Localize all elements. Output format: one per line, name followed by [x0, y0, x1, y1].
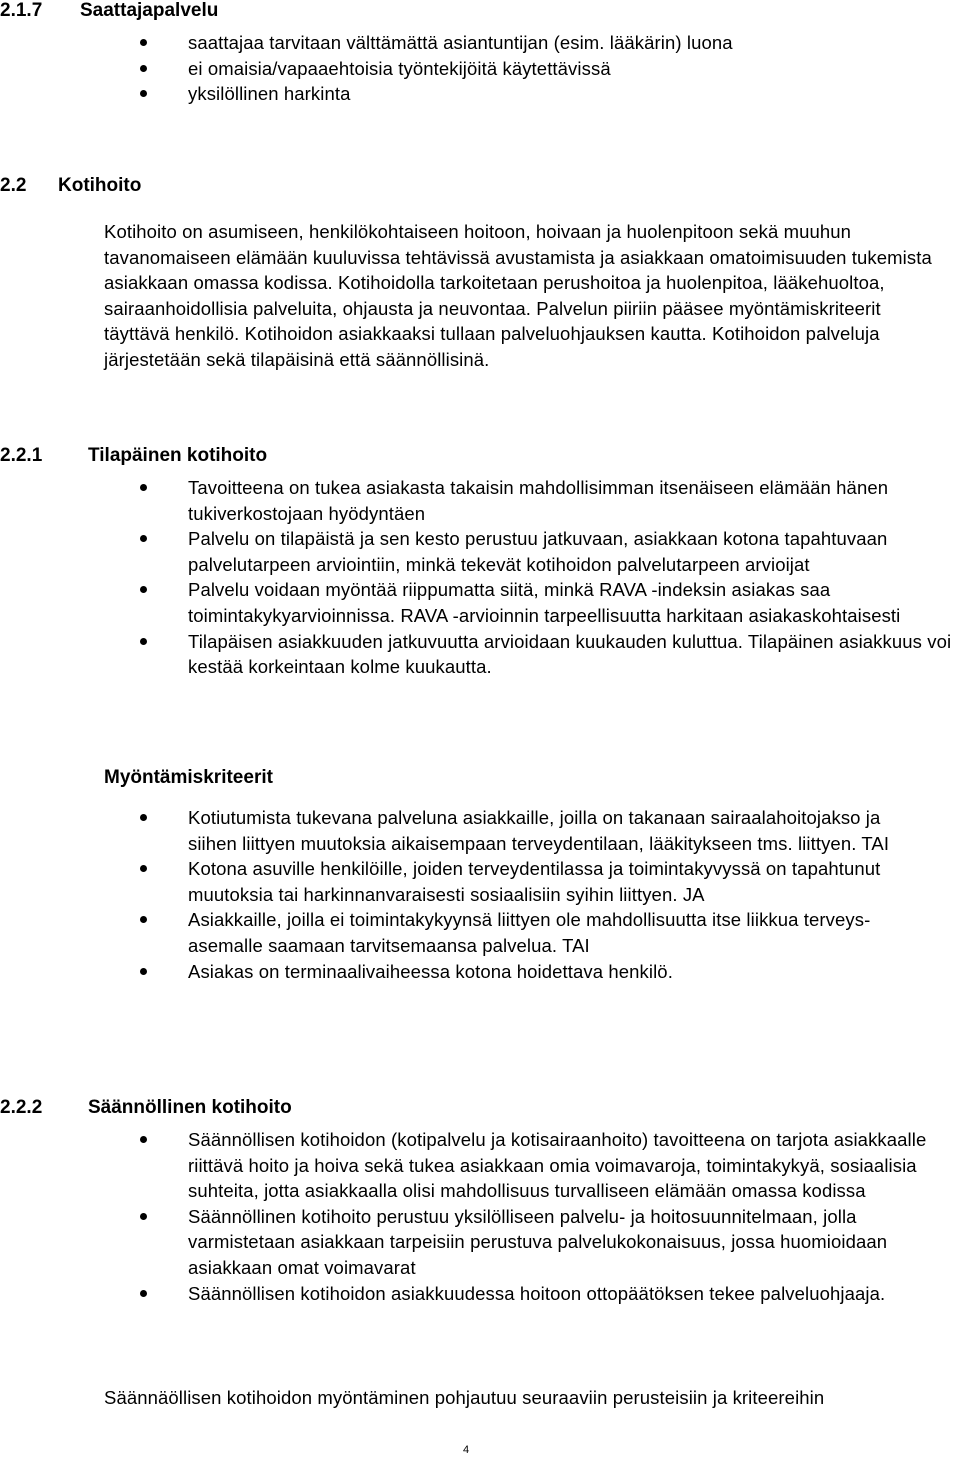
list-item: Kotona asuville henkilöille, joiden terveydentilassa ja toimintakyvyssä on tapahtunut muutoksia tai harkinnanvaraisesti sosiaalisiin syihin liittyen. JA — [140, 856, 930, 907]
criteria-heading: Myöntämiskriteerit — [104, 767, 273, 788]
list-item: Asiakkaille, joilla ei toimintakykyynsä liittyen ole mahdollisuutta itse liikkua terveys-asemalle saamaan tarvitsemaansa palvelua. TAI — [140, 907, 930, 958]
list-item: saattajaa tarvitaan välttämättä asiantuntijan (esim. lääkärin) luona — [140, 30, 930, 56]
list-item: Asiakas on terminaalivaiheessa kotona hoidettava henkilö. — [140, 959, 930, 985]
list-item: Tavoitteena on tukea asiakasta takaisin mahdollisimman itsenäiseen elämään hänen tukiverkostojaan hyödyntäen — [140, 475, 960, 526]
section-title: Saattajapalvelu — [80, 0, 219, 21]
list-item: ei omaisia/vapaaehtoisia työntekijöitä käytettävissä — [140, 56, 930, 82]
section-title: Tilapäinen kotihoito — [88, 445, 268, 466]
section-heading-2-2 — [0, 175, 141, 197]
section-title: Kotihoito — [58, 175, 142, 196]
bullet-list-criteria — [140, 805, 930, 984]
bullet-list-saattajapalvelu — [140, 30, 930, 107]
page-number: 4 — [462, 1444, 470, 1456]
section-number: 2.2 — [0, 175, 27, 196]
list-item: Säännöllisen kotihoidon (kotipalvelu ja kotisairaanhoito) tavoitteena on tarjota asiakkaalle riittävä hoito ja hoiva sekä tukea asiakkaan omia voimavaroja, toimintakykyä, sosiaalisia suhteita, jotta asiakkaalla olisi mahdollisuus turvalliseen elämään omassa kodissa — [140, 1127, 940, 1204]
bullet-list-saannollinen — [140, 1127, 940, 1306]
section-heading-2-2-2 — [0, 1097, 292, 1119]
section-heading-2-1-7 — [0, 0, 218, 22]
section-title: Säännöllinen kotihoito — [88, 1097, 292, 1118]
kotihoito-paragraph: Kotihoito on asumiseen, henkilökohtaiseen hoitoon, hoivaan ja huolenpitoon sekä muuhun tavanomaiseen elämään kuuluvissa tehtävissä avustamista ja asiakkaan omatoimisuuden tukemista asiakkaan omassa kodissa. Kotihoidolla tarkoitetaan perushoitoa ja huolenpitoa, lääkehuoltoa, sairaanhoidollisia palveluita, ohjausta ja neuvontaa. Palvelun piiriin pääsee myöntämiskriteerit täyttävä henkilö. Kotihoidon asiakkaaksi tullaan palveluohjauksen kautta. Kotihoidon palveluja järjestetään sekä tilapäisinä että säännöllisinä. — [104, 221, 932, 370]
list-item: Tilapäisen asiakkuuden jatkuvuutta arvioidaan kuukauden kuluttua. Tilapäinen asiakkuus voi kestää korkeintaan kolme kuukautta. — [140, 629, 960, 680]
closing-paragraph: Säännäöllisen kotihoidon myöntäminen pohjautuu seuraaviin perusteisiin ja kriteereihin — [104, 1387, 825, 1408]
section-number: 2.2.1 — [0, 445, 43, 466]
list-item: Säännöllinen kotihoito perustuu yksilölliseen palvelu- ja hoitosuunnitelmaan, jolla varmistetaan asiakkaan tarpeisiin perustuva palvelukokonaisuus, jossa huomioidaan asiakkaan omat voimavarat — [140, 1204, 940, 1281]
section-number: 2.2.2 — [0, 1097, 43, 1118]
list-item: Palvelu voidaan myöntää riippumatta siitä, minkä RAVA -indeksin asiakas saa toimintakykyarvioinnissa. RAVA -arvioinnin tarpeellisuutta harkitaan asiakaskohtaisesti — [140, 577, 960, 628]
section-number: 2.1.7 — [0, 0, 43, 21]
section-heading-2-2-1 — [0, 445, 267, 467]
list-item: Palvelu on tilapäistä ja sen kesto perustuu jatkuvaan, asiakkaan kotona tapahtuvaan palvelutarpeen arviointiin, minkä tekevät kotihoidon palvelutarpeen arvioijat — [140, 526, 960, 577]
list-item: Kotiutumista tukevana palveluna asiakkaille, joilla on takanaan sairaalahoitojakso ja siihen liittyen muutoksia aikaisempaan terveydentilaan, lääkitykseen tms. liittyen. TAI — [140, 805, 930, 856]
list-item: Säännöllisen kotihoidon asiakkuudessa hoitoon ottopäätöksen tekee palveluohjaaja. — [140, 1281, 940, 1307]
bullet-list-tilapainen — [140, 475, 960, 680]
list-item: yksilöllinen harkinta — [140, 81, 930, 107]
